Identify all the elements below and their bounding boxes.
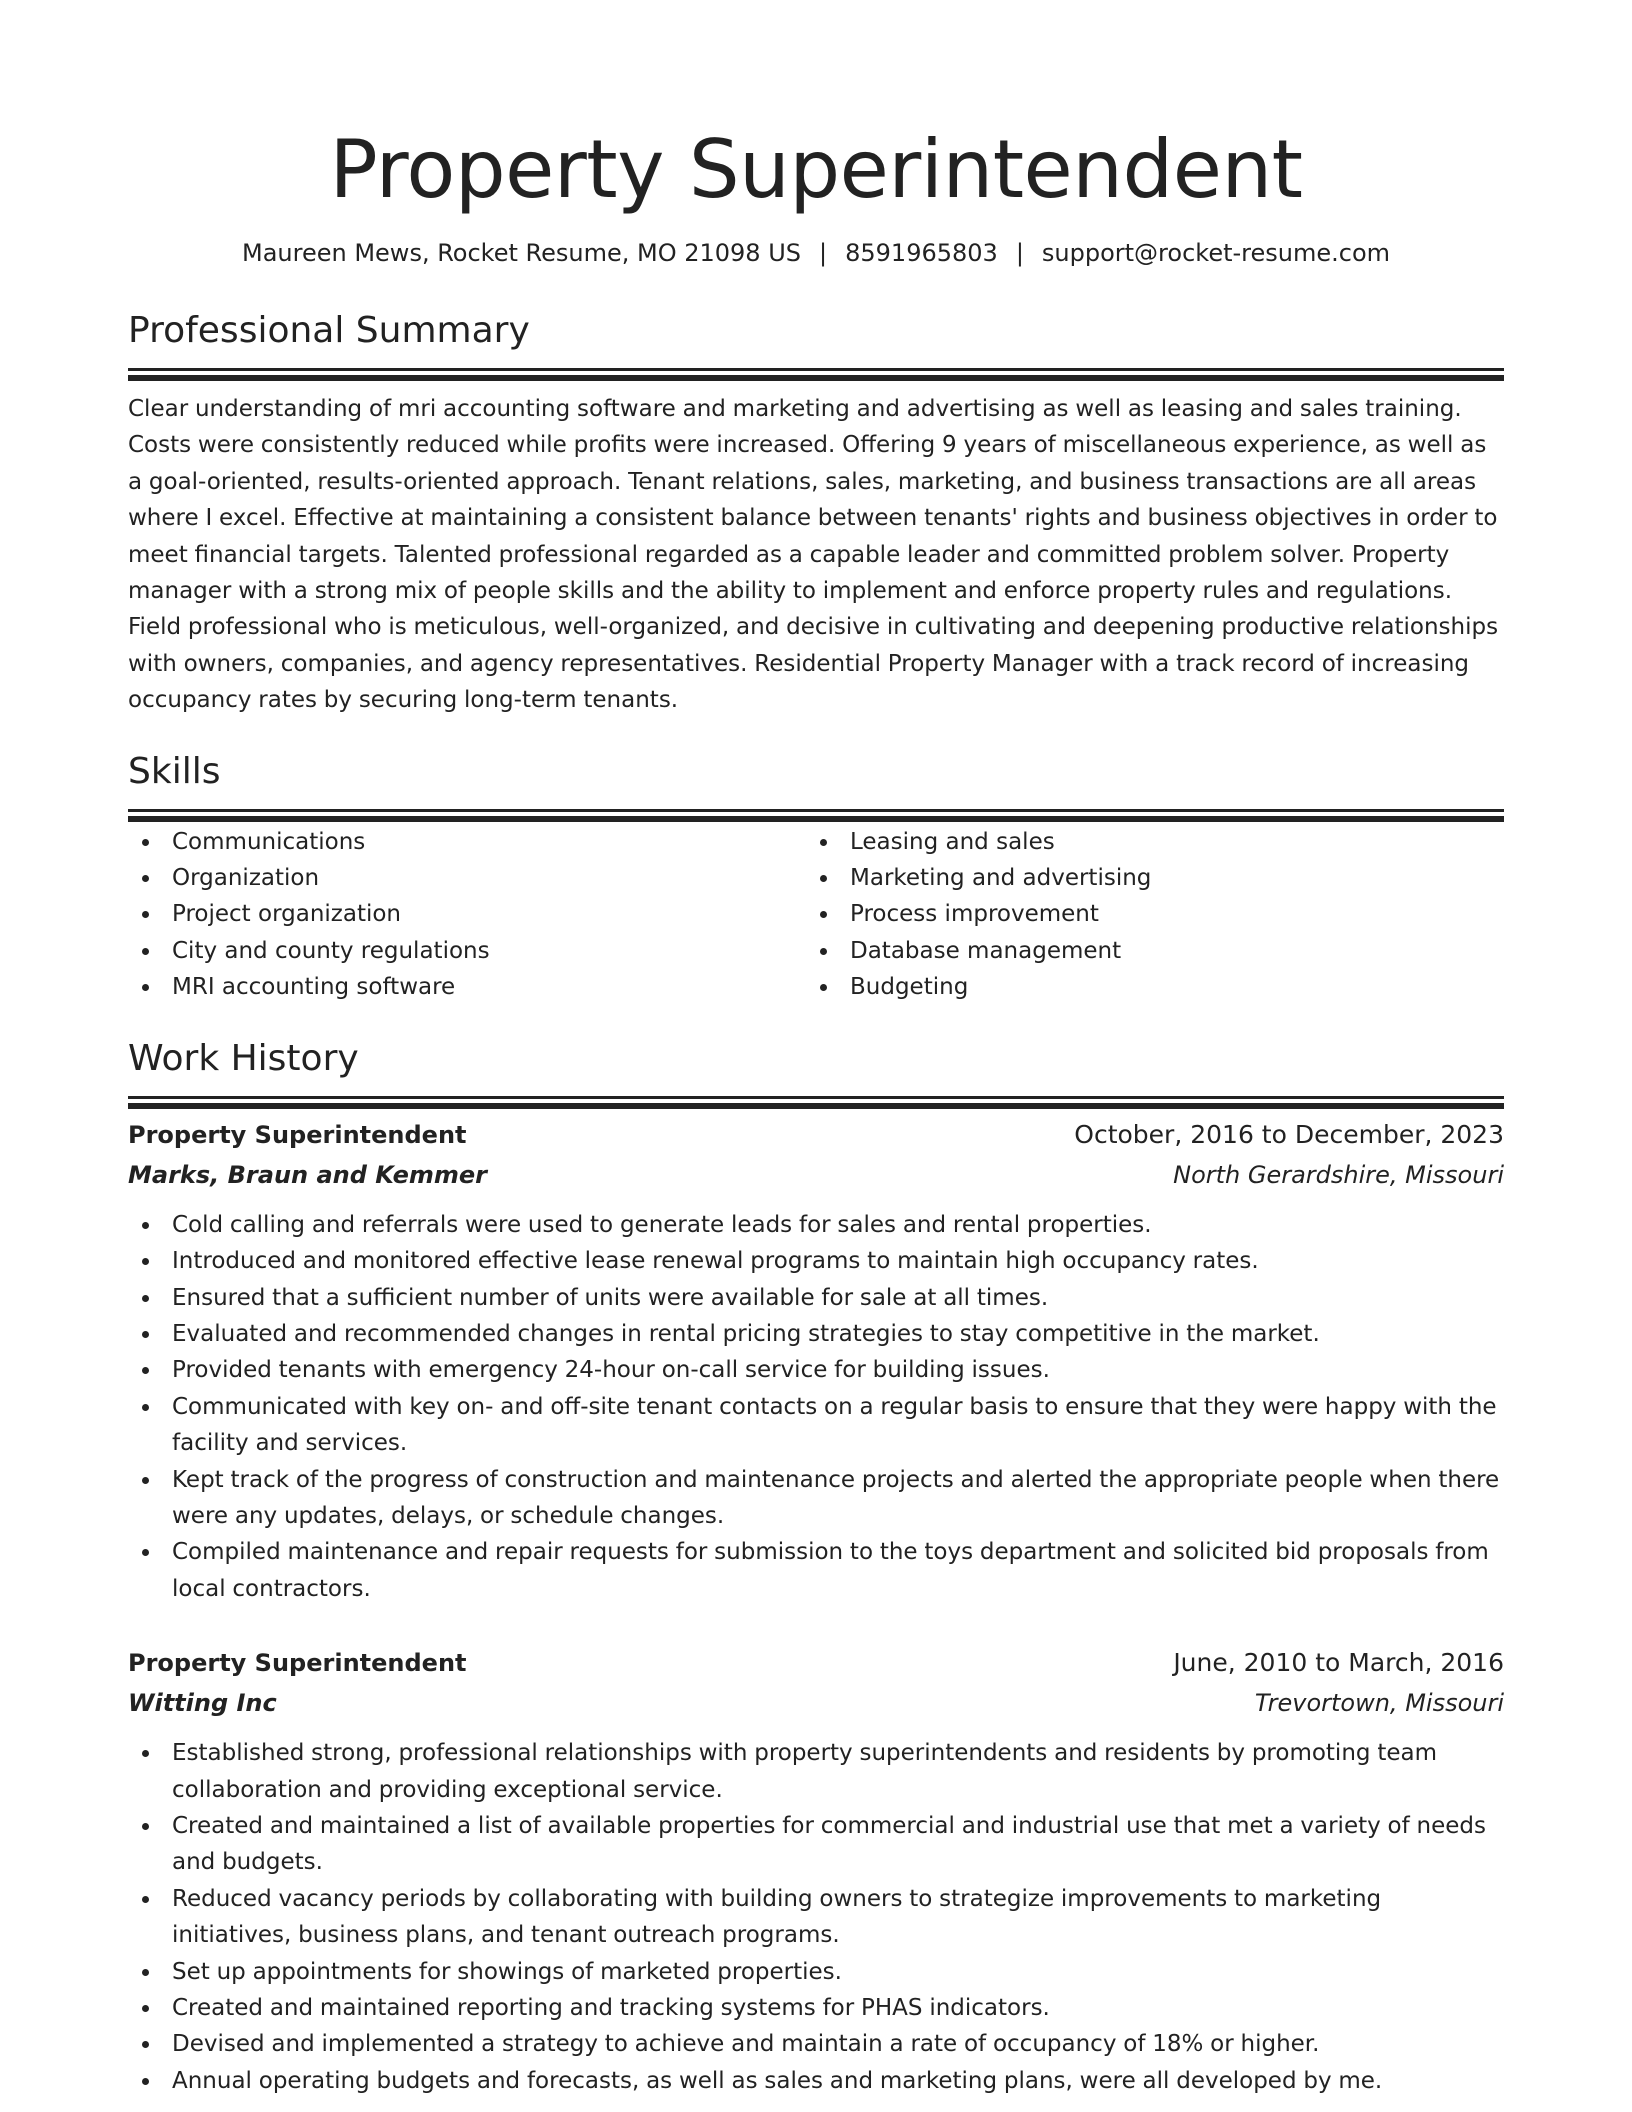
contact-phone: 8591965803 xyxy=(845,239,998,267)
work-history-section xyxy=(128,1036,1504,2100)
section-divider xyxy=(128,368,1504,371)
skills-column-left xyxy=(128,824,806,1006)
skill-item: Budgeting xyxy=(806,969,1484,1005)
work-history-heading: Work History xyxy=(128,1037,359,1079)
job-bullet: Communicated with key on- and off-site tenant contacts on a regular basis to ensure that they were happy with the facility and services. xyxy=(128,1389,1504,1462)
job-bullet: Created and maintained a list of available properties for commercial and industrial use that met a variety of needs and budgets. xyxy=(128,1808,1504,1881)
job-company: Witting Inc xyxy=(128,1689,277,1718)
job-bullet: Evaluated and recommended changes in rental pricing strategies to stay competitive in the market. xyxy=(128,1316,1504,1352)
job-location: Trevortown, Missouri xyxy=(1254,1689,1504,1718)
job-bullet: Reduced vacancy periods by collaborating with building owners to strategize improvements to marketing initiatives, business plans, and tenant outreach programs. xyxy=(128,1881,1504,1954)
job-dates: October, 2016 to December, 2023 xyxy=(1074,1119,1504,1149)
job-dates: June, 2010 to March, 2016 xyxy=(1173,1648,1504,1678)
job-location: North Gerardshire, Missouri xyxy=(1173,1160,1504,1189)
skills-grid xyxy=(128,824,1504,1006)
skills-section xyxy=(128,749,1504,1006)
summary-section xyxy=(128,308,1504,719)
skill-item: City and county regulations xyxy=(128,933,806,969)
skill-item: Process improvement xyxy=(806,896,1484,932)
section-divider xyxy=(128,1096,1504,1099)
contact-address: Maureen Mews, Rocket Resume, MO 21098 US xyxy=(242,239,802,267)
job-bullet: Provided tenants with emergency 24-hour on-call service for building issues. xyxy=(128,1352,1504,1388)
skill-item: Database management xyxy=(806,933,1484,969)
skill-item: Organization xyxy=(128,860,806,896)
summary-heading: Professional Summary xyxy=(128,310,530,351)
job-bullet: Cold calling and referrals were used to generate leads for sales and rental properties. xyxy=(128,1207,1504,1243)
job-bullets xyxy=(128,1207,1504,1607)
contact-separator: | xyxy=(819,239,828,267)
job-company: Marks, Braun and Kemmer xyxy=(128,1160,487,1189)
skill-item: MRI accounting software xyxy=(128,969,806,1005)
job-bullet: Ensured that a sufficient number of units were available for sale at all times. xyxy=(128,1280,1504,1316)
job-bullet: Introduced and monitored effective lease renewal programs to maintain high occupancy rates. xyxy=(128,1243,1504,1279)
job-bullet: Kept track of the progress of construction and maintenance projects and alerted the appropriate people when there were any updates, delays, or schedule changes. xyxy=(128,1462,1504,1535)
job-header xyxy=(128,1643,1504,1683)
skills-heading: Skills xyxy=(128,750,221,792)
job-bullet: Set up appointments for showings of marketed properties. xyxy=(128,1954,1504,1990)
skill-item: Communications xyxy=(128,824,806,860)
contact-separator: | xyxy=(1015,239,1024,267)
job-subheader xyxy=(128,1683,1504,1723)
job-bullet: Devised and implemented a strategy to achieve and maintain a rate of occupancy of 18% or higher. xyxy=(128,2026,1504,2062)
job-bullets xyxy=(128,1735,1504,2099)
job-header xyxy=(128,1115,1504,1155)
skill-item: Project organization xyxy=(128,896,806,932)
resume-title: Property Superintendent xyxy=(329,123,1303,216)
job-title: Property Superintendent xyxy=(128,1649,467,1678)
job-bullet: Annual operating budgets and forecasts, as well as sales and marketing plans, were all developed by me. xyxy=(128,2063,1504,2099)
job-subheader xyxy=(128,1155,1504,1195)
skills-column-right xyxy=(806,824,1484,1006)
resume-page xyxy=(128,0,1504,2099)
job-entry xyxy=(128,1643,1504,2099)
section-divider xyxy=(128,809,1504,812)
job-entry xyxy=(128,1115,1504,1607)
skill-item: Leasing and sales xyxy=(806,824,1484,860)
job-bullet: Compiled maintenance and repair requests for submission to the toys department and solicited bid proposals from local contractors. xyxy=(128,1534,1504,1607)
skill-item: Marketing and advertising xyxy=(806,860,1484,896)
contact-email: support@rocket-resume.com xyxy=(1041,239,1390,267)
contact-line xyxy=(128,236,1504,270)
job-bullet: Created and maintained reporting and tracking systems for PHAS indicators. xyxy=(128,1990,1504,2026)
job-bullet: Established strong, professional relationships with property superintendents and residents by promoting team collaboration and providing exceptional service. xyxy=(128,1735,1504,1808)
job-title: Property Superintendent xyxy=(128,1120,467,1149)
summary-text: Clear understanding of mri accounting software and marketing and advertising as well as leasing and sales training. Costs were consistently reduced while profits were increased. Offering 9 years of miscellaneous experience, as well as a goal-oriented, results-oriented approach. Tenant relations, sales, marketing, and business transactions are all areas where I excel. Effective at maintaining a consistent balance between tenants' rights and business objectives in order to meet financial targets. Talented professional regarded as a capable leader and committed problem solver. Property manager with a strong mix of people skills and the ability to implement and enforce property rules and regulations. Field professional who is meticulous, well-organized, and decisive in cultivating and deepening productive relationships with owners, companies, and agency representatives. Residential Property Manager with a track record of increasing occupancy rates by securing long-term tenants. xyxy=(128,396,1499,714)
